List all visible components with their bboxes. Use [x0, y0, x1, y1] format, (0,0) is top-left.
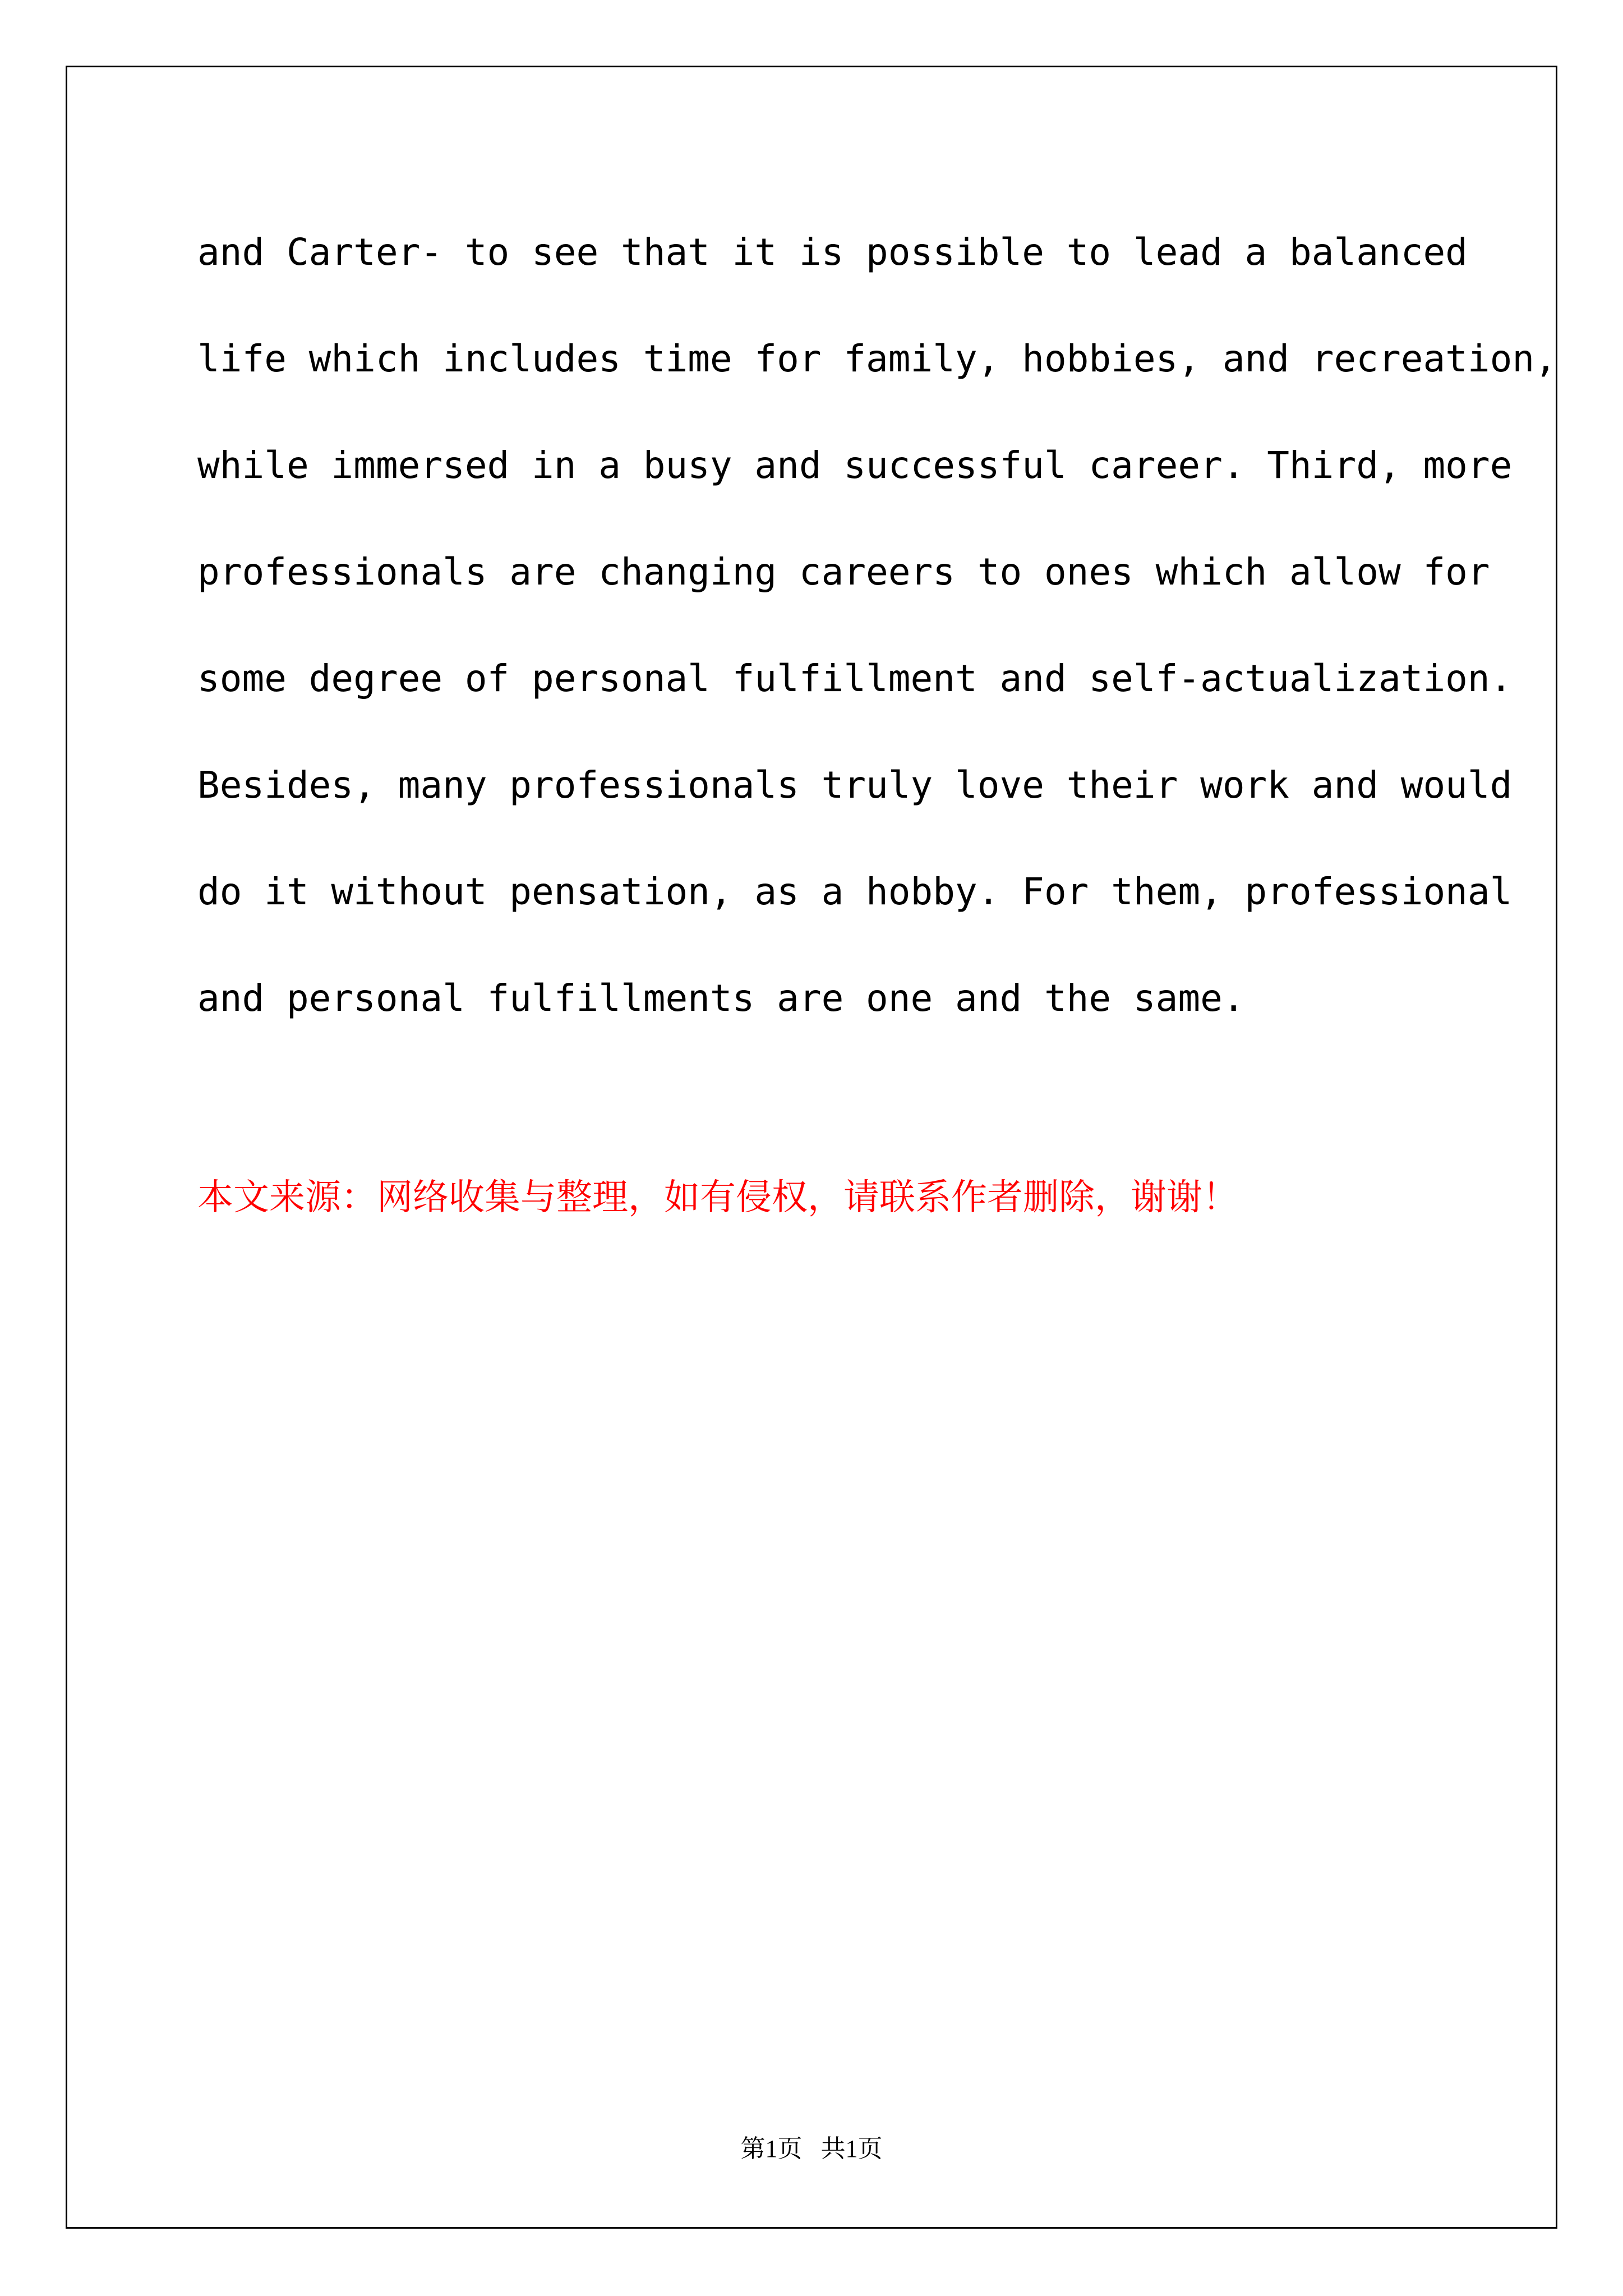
text-line: some degree of personal fulfillment and self-actualization. — [197, 657, 1513, 700]
text-line: and personal fulfillments are one and the same. — [197, 977, 1245, 1020]
text-line: while immersed in a busy and successful career. Third, more — [197, 444, 1513, 487]
text-line: do it without pensation, as a hobby. For them, professional — [197, 870, 1513, 913]
document-body — [197, 219, 1557, 1071]
source-disclaimer: 本文来源：网络收集与整理，如有侵权，请联系作者删除，谢谢！ — [197, 1177, 1238, 1218]
text-line: professionals are changing careers to ones which allow for — [197, 550, 1490, 593]
text-line: and Carter- to see that it is possible to lead a balanced — [197, 231, 1468, 274]
page-number-footer: 第1页 共1页 — [740, 2135, 883, 2162]
text-line: life which includes time for family, hobbies, and recreation, — [197, 337, 1557, 380]
text-line: Besides, many professionals truly love their work and would — [197, 763, 1513, 807]
